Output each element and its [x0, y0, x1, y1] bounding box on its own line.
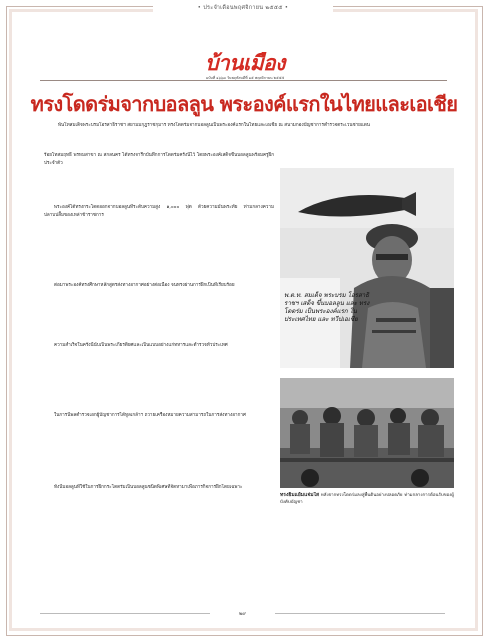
masthead — [186, 52, 304, 81]
balloon-handwritten-caption: พ.ต.ท. สมเด็จ พระบรม โอรสาธิราชฯ เสด็จ ขึ้นบอลลูน และ ทรงโดดร่ม เป็นพระองค์แรก ในประเทศไทย และ ทวีปเอเชีย — [284, 292, 370, 323]
article-paragraph: ความสำเร็จในครั้งนี้นับเป็นพระเกียรติยศและเป็นแบบอย่างแก่ทหารและตำรวจทั่วประเทศ — [54, 343, 228, 348]
article-title: ทรงโดดร่มจากบอลลูน พระองค์แรกในไทยและเอเชีย — [30, 92, 458, 116]
divider — [40, 80, 447, 81]
balloon-photo-art — [280, 168, 454, 368]
bottom-photo-caption — [280, 492, 454, 522]
caption-bold: ทรงยิ้มแย้มแจ่มใส — [280, 492, 320, 498]
article-paragraph: ต่อมาพระองค์ทรงศึกษาหลักสูตรส่งทางอากาศอย่างต่อเนื่อง จนทรงผ่านการฝึกเป็นที่เรียบร้อย — [54, 283, 235, 288]
balloon-photo — [280, 168, 454, 368]
footer-rule-left — [40, 613, 210, 614]
article-paragraph: พระองค์ได้ทรงกระโดดออกจากบอลลูนที่ระดับความสูง ๑,๐๐๐ ฟุต ด้วยความมั่นพระทัย ท่ามกลางความปลาบปลื้มของเหล่าข้าราชการ — [44, 205, 274, 218]
soldiers-photo-art — [280, 378, 454, 488]
masthead-subline: ฉบับที่ ๑๖๖๗ วันพฤหัสบดีที่ ๑๕ พฤศจิกายน ๒๕๕๕ — [205, 76, 285, 80]
article-lead: พันโทสมเด็จพระบรมโอรสาธิราชฯ สยามมกุฎราชกุมาร ทรงโดดร่มจากบอลลูนเป็นพระองค์แรกในไทยและเอเชีย ณ สนามกองบัญชาการตำรวจตระเวนชายแดน — [58, 123, 370, 128]
footer-rule-right — [275, 613, 445, 614]
page-number: ๒๙ — [239, 611, 246, 617]
article-paragraph: ทั้งนี้บอลลูนที่ใช้ในการฝึกกระโดดร่มเป็นบอลลูนชนิดพิเศษที่จัดหามาเพื่อภารกิจการฝึกโดยเฉพาะ — [54, 485, 243, 490]
newspaper-logo: บ้านเมือง — [205, 51, 285, 75]
article-paragraph: ร้อยโทสมฤทธิ์ พรหมสาขา ณ สกลนคร ได้ทรงจารึกบันทึกการโดดร่มครั้งนี้ไว้ โดยพระองค์เสด็จขึ้นบอลลูนพร้อมครูฝึกประจำตัว — [44, 153, 274, 166]
issue-header: • ประจำเดือนพฤศจิกายน ๒๕๕๕ • — [153, 0, 333, 17]
soldiers-photo — [280, 378, 454, 488]
article-paragraph: ในการนี้พลตำรวจเอกผู้บัญชาการได้ทูลเกล้าฯ ถวายเครื่องหมายความสามารถในการส่งทางอากาศ — [54, 413, 246, 418]
caption-text: หลังจากทรงโดดร่มลงสู่พื้นดินอย่างปลอดภัย ท่ามกลางการต้อนรับของผู้บังคับบัญชา — [280, 493, 454, 505]
